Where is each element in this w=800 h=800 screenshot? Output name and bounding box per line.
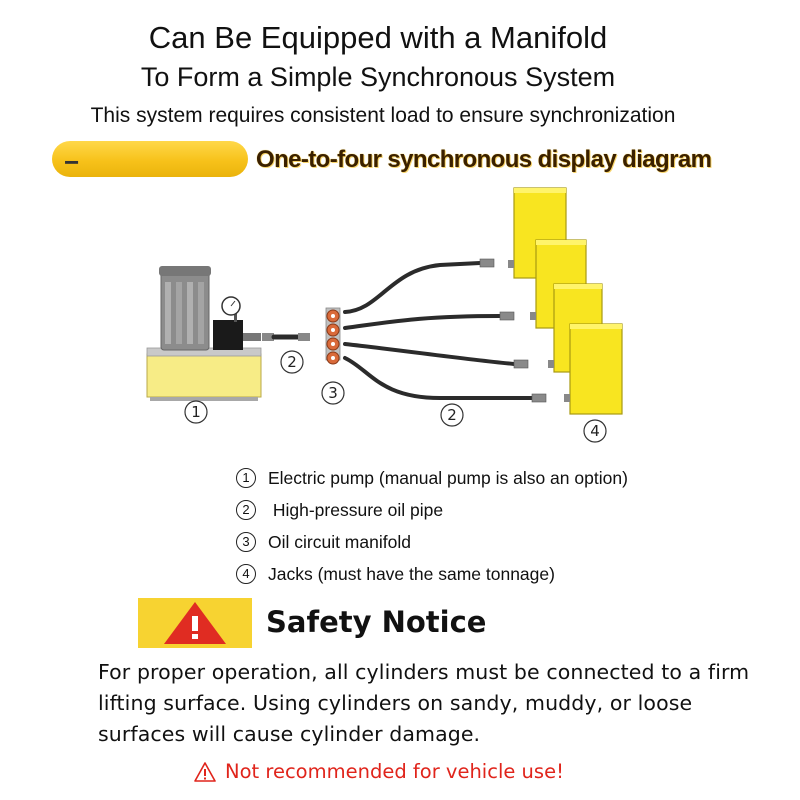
- synchronous-system-diagram: [0, 180, 800, 460]
- diagram-title: One-to-four synchronous display diagram: [256, 146, 712, 173]
- legend-item-4: [236, 558, 628, 590]
- callout-3: 3: [328, 384, 338, 402]
- electric-pump: [147, 266, 261, 401]
- legend-number-4: 4: [236, 564, 256, 584]
- warning-outline-icon: [193, 761, 217, 783]
- legend-text-4: Jacks (must have the same tonnage): [268, 563, 555, 584]
- minus-icon: −: [64, 147, 80, 177]
- vehicle-warning: [193, 760, 564, 783]
- main-title: Can Be Equipped with a Manifold: [148, 20, 608, 55]
- legend-text-1: Electric pump (manual pump is also an option): [268, 467, 628, 488]
- callout-1: 1: [191, 403, 201, 421]
- callout-2a: 2: [287, 353, 297, 371]
- legend-item-2: [236, 494, 628, 526]
- legend-number-1: 1: [236, 468, 256, 488]
- legend-item-3: [236, 526, 628, 558]
- legend-text-3: Oil circuit manifold: [268, 531, 411, 552]
- warning-triangle-icon: [138, 598, 252, 648]
- callout-4: 4: [590, 422, 600, 440]
- safety-text: For proper operation, all cylinders must be connected to a firm lifting surface. Using cylinders on sandy, muddy, or loose surfaces will cause cylinder damage.: [98, 660, 750, 746]
- safety-icon-box: [138, 598, 252, 648]
- legend-number-3: 3: [236, 532, 256, 552]
- sync-note: This system requires consistent load to ensure synchronization: [90, 104, 676, 127]
- legend-text-2: High-pressure oil pipe: [268, 499, 444, 520]
- legend-item-1: [236, 462, 628, 494]
- legend-number-2: 2: [236, 500, 256, 520]
- yellow-label-bar: [52, 141, 248, 177]
- vehicle-warning-text: Not recommended for vehicle use!: [225, 760, 564, 783]
- jacks: [508, 188, 622, 414]
- callout-2b: 2: [447, 406, 457, 424]
- subtitle: To Form a Simple Synchronous System: [140, 62, 616, 92]
- safety-title: Safety Notice: [266, 605, 487, 639]
- oil-circuit-manifold: [326, 308, 340, 364]
- pump-to-manifold-pipe: [262, 333, 310, 341]
- high-pressure-hoses: [345, 263, 532, 398]
- legend: [236, 462, 628, 590]
